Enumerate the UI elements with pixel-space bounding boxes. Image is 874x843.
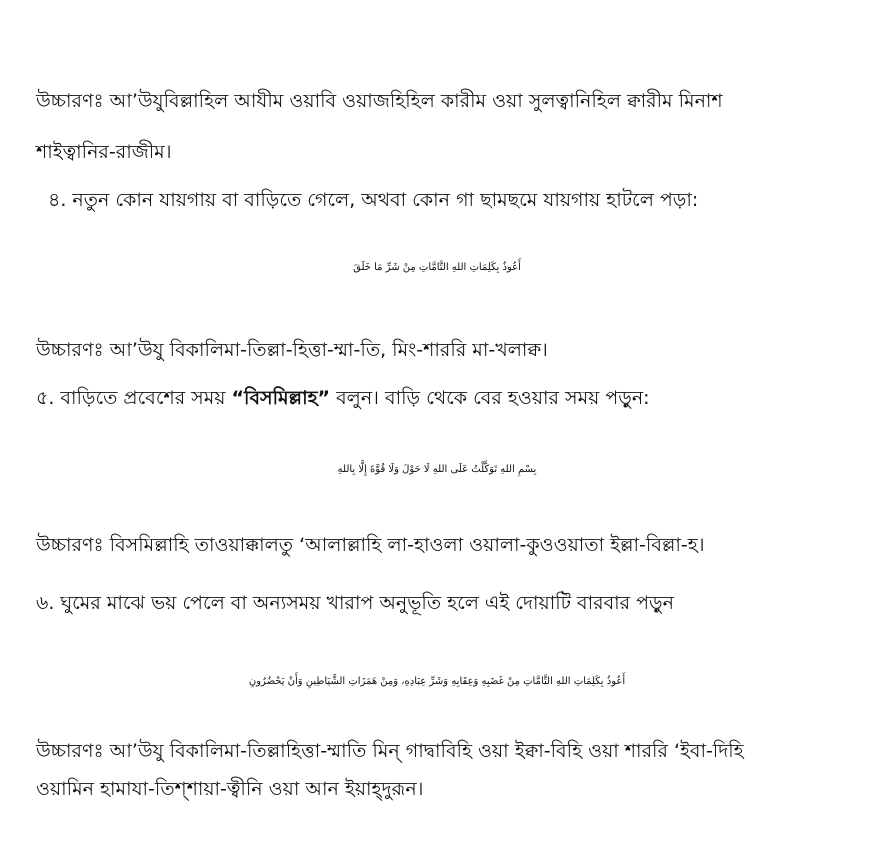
item-4-heading: ৪. নতুন কোন যায়গায় বা বাড়িতে গেলে, অথবা কোন গা ছামছমে যায়গায় হাটলে পড়া:: [48, 189, 699, 211]
item-5-heading: [36, 385, 650, 411]
item-6-arabic-dua: أَعُوذُ بِكَلِمَاتِ اللهِ التَّامَّاتِ مِنْ غَضَبِهِ وَعِقَابِهِ وَشَرِّ عِبَادِهِ، وَمِنْ هَمَزَاتِ الشَّيَاطِينِ وَأَنْ يَحْضُرُونِ: [248, 676, 626, 687]
item-4-pronunciation: উচ্চারণঃ আ’উযু বিকালিমা-তিল্লা-হিত্তা-ম্মা-তি, মিং-শাররি মা-খলাক্ব।: [36, 339, 548, 361]
item-5-prefix: ৫. বাড়িতে প্রবেশের সময়: [36, 387, 232, 409]
item-5-pronunciation: উচ্চারণঃ বিসমিল্লাহি তাওয়াক্কালতু ‘আলাল্লাহি লা-হাওলা ওয়ালা-কুওওয়াতা ইল্লা-বিল্লা-হ।: [36, 534, 705, 556]
item-5-suffix: বলুন। বাড়ি থেকে বের হওয়ার সময় পড়ুন:: [330, 387, 650, 409]
item-6-pronunciation-line-1: উচ্চারণঃ আ’উযু বিকালিমা-তিল্লাহিত্তা-ম্মাতি মিন্ গাদ্বাবিহি ওয়া ইক্বা-বিহি ওয়া শাররি ‘ইবা-দিহি: [36, 740, 744, 762]
item-5-bold-bismillah: “বিসমিল্লাহ”: [231, 387, 331, 409]
item-5-arabic-dua: بِسْمِ اللهِ تَوَكَّلْتُ عَلَى اللهِ لَا حَوْلَ وَلَا قُوَّةَ إِلَّا بِاللهِ: [337, 464, 537, 475]
item-4-arabic-dua: أَعُوذُ بِكَلِمَاتِ اللهِ التَّامَّاتِ مِنْ شَرِّ مَا خَلَقَ: [353, 262, 521, 273]
pronunciation-1-line-1: উচ্চারণঃ আ’উযুবিল্লাহিল আযীম ওয়াবি ওয়াজহিহিল কারীম ওয়া সুলত্বানিহিল ক্বারীম মিনাশ: [36, 90, 723, 112]
pronunciation-1-line-2: শাইত্বানির-রাজীম।: [36, 141, 172, 163]
item-6-heading: ৬. ঘুমের মাঝে ভয় পেলে বা অন্যসময় খারাপ অনুভূতি হলে এই দোয়াটি বারবার পড়ুন: [36, 592, 674, 614]
item-6-pronunciation-line-2: ওয়ামিন হামাযা-তিশ্‌শায়া-ত্বীনি ওয়া আন ইয়াহ্‌দুরূন।: [36, 778, 424, 800]
